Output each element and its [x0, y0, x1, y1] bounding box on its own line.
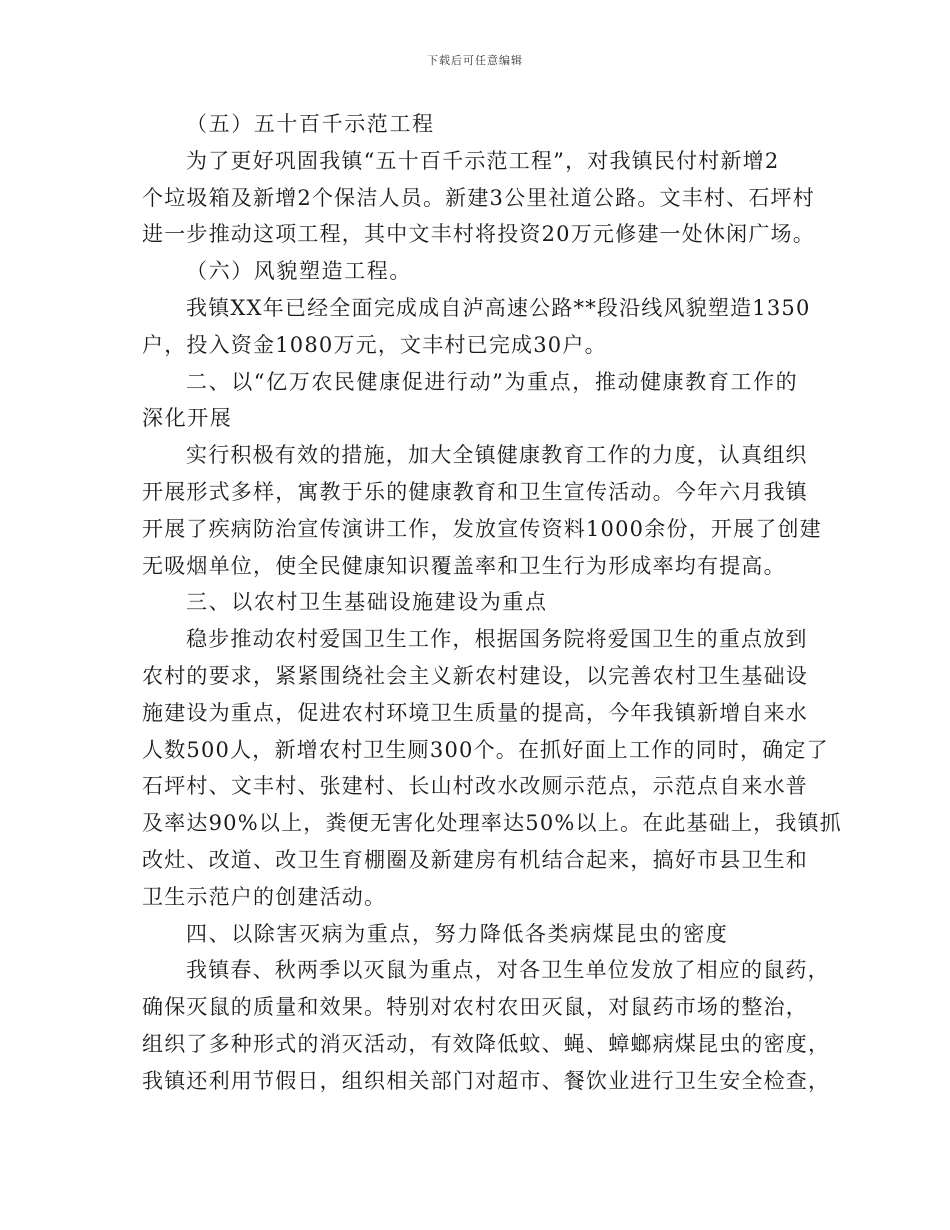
section-heading: 深化开展	[142, 406, 233, 431]
paragraph-line: 开展了疾病防治宣传演讲工作，发放宣传资料1000余份，开展了创建	[142, 516, 822, 541]
paragraph-line: 组织了多种形式的消灭活动，有效降低蚊、蝇、蟑螂病煤昆虫的密度，	[142, 1031, 831, 1056]
paragraph-line: 稳步推动农村爱国卫生工作，根据国务院将爱国卫生的重点放到	[186, 627, 808, 652]
paragraph-line: 进一步推动这项工程，其中文丰村将投资20万元修建一处休闲广场。	[142, 222, 815, 247]
paragraph-line: 实行积极有效的措施，加大全镇健康教育工作的力度，认真组织	[186, 443, 808, 468]
paragraph-line: 及率达90%以上，粪便无害化处理率达50%以上。在此基础上，我镇抓	[142, 811, 842, 836]
paragraph-line: 农村的要求，紧紧围绕社会主义新农村建设，以完善农村卫生基础设	[142, 663, 808, 688]
section-heading: 二、以“亿万农民健康促进行动”为重点，推动健康教育工作的	[186, 369, 799, 394]
paragraph-line: 施建设为重点，促进农村环境卫生质量的提高，今年我镇新增自来水	[142, 700, 808, 725]
page-header-note: 下载后可任意编辑	[427, 54, 523, 67]
section-heading: （五）五十百千示范工程	[186, 112, 435, 136]
paragraph-line: 卫生示范户的创建活动。	[142, 884, 387, 909]
paragraph-line: 为了更好巩固我镇“五十百千示范工程”，对我镇民付村新增2	[186, 148, 780, 173]
paragraph-line: 石坪村、文丰村、张建村、长山村改水改厕示范点，示范点自来水普	[142, 774, 808, 799]
paragraph-line: 个垃圾箱及新增2个保洁人员。新建3公里社道公路。文丰村、石坪村	[142, 185, 815, 210]
section-heading: 四、以除害灭病为重点，努力降低各类病煤昆虫的密度	[186, 921, 729, 946]
document-body	[142, 106, 842, 1100]
paragraph-line: 确保灭鼠的质量和效果。特别对农村农田灭鼠，对鼠药市场的整治，	[142, 995, 808, 1020]
paragraph-line: 人数500人，新增农村卫生厕300个。在抓好面上工作的同时，确定了	[142, 737, 829, 762]
section-heading: （六）风貌塑造工程。	[186, 259, 412, 284]
paragraph-line: 我镇还利用节假日，组织相关部门对超市、餐饮业进行卫生安全检查，	[142, 1068, 831, 1093]
paragraph-line: 无吸烟单位，使全民健康知识覆盖率和卫生行为形成率均有提高。	[142, 553, 786, 578]
paragraph-line: 开展形式多样，寓教于乐的健康教育和卫生宣传活动。今年六月我镇	[142, 479, 808, 504]
paragraph-line: 户，投入资金1080万元，文丰村已完成30户。	[142, 332, 607, 357]
section-heading: 三、以农村卫生基础设施建设为重点	[186, 590, 548, 615]
paragraph-line: 改灶、改道、改卫生育棚圈及新建房有机结合起来，搞好市县卫生和	[142, 847, 808, 872]
paragraph-line: 我镇XX年已经全面完成成自泸高速公路**段沿线风貌塑造1350	[186, 295, 811, 320]
paragraph-line: 我镇春、秋两季以灭鼠为重点，对各卫生单位发放了相应的鼠药，	[186, 958, 830, 983]
